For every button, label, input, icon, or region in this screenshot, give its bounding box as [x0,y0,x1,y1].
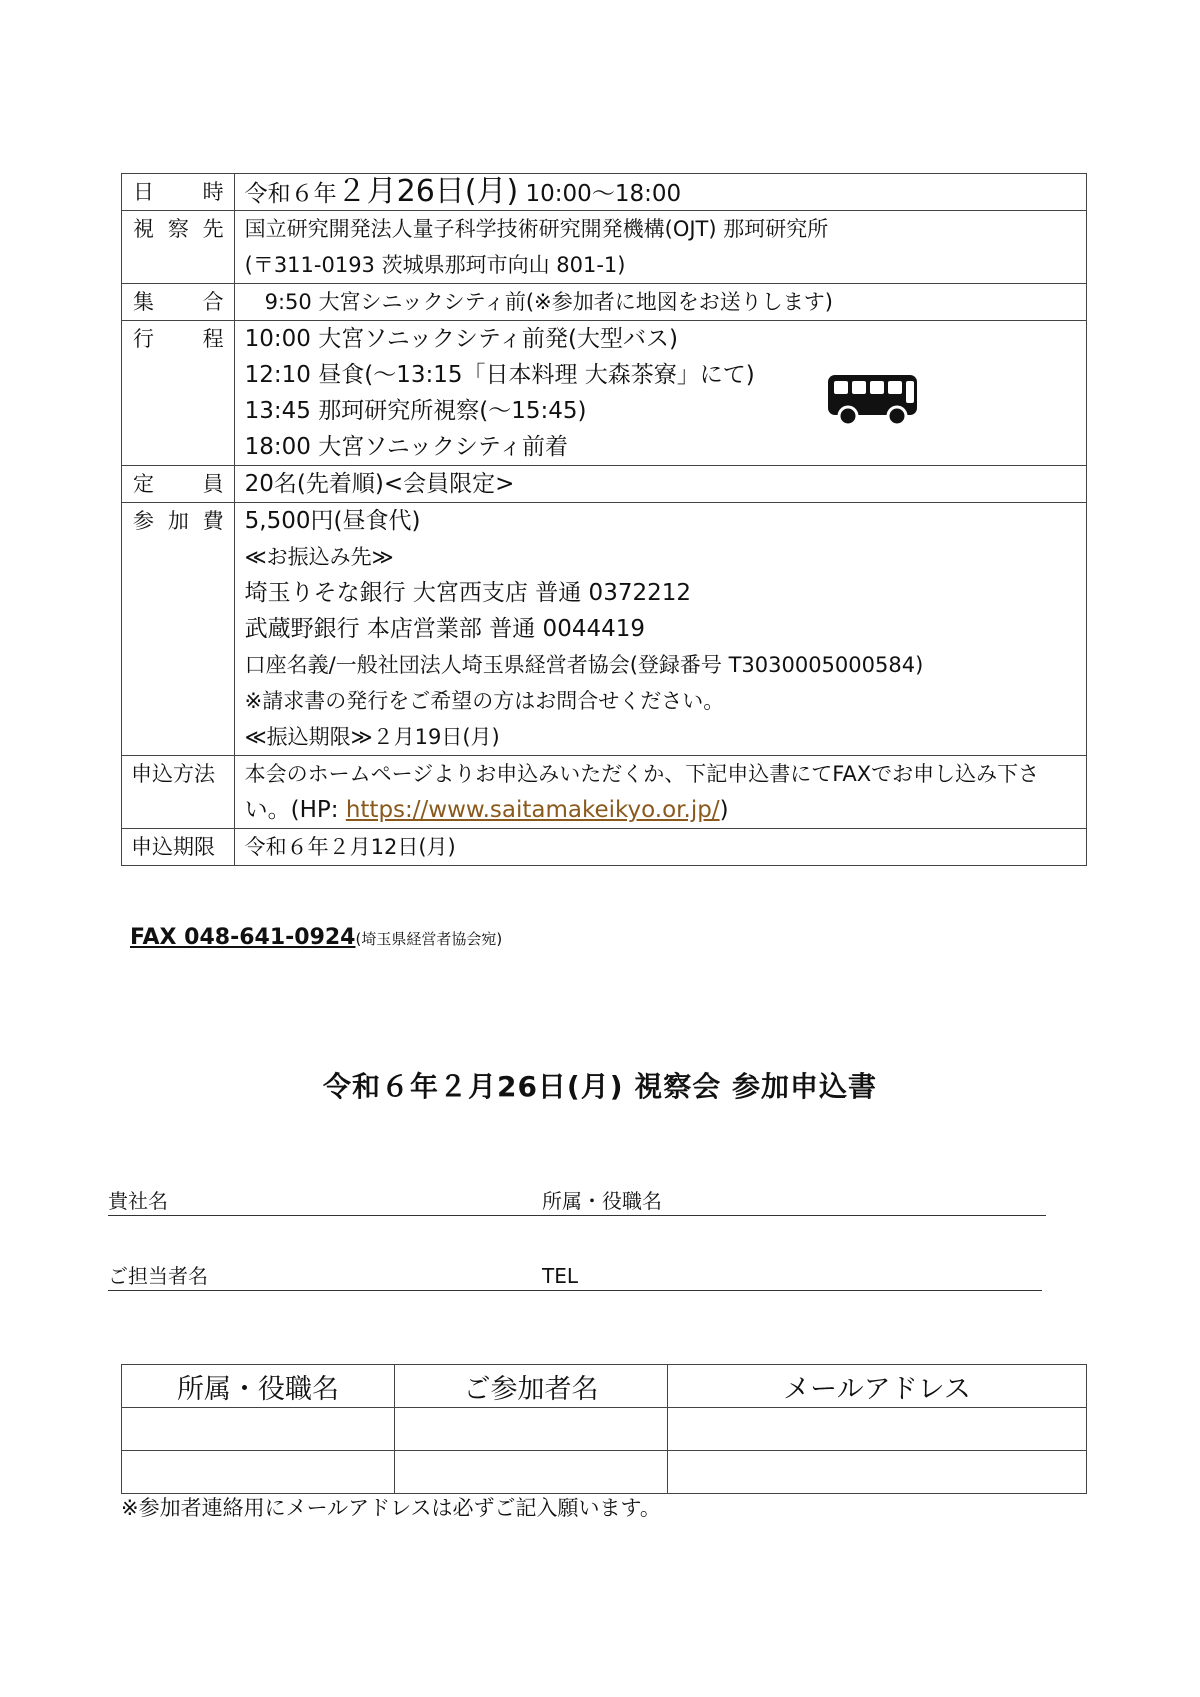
itinerary-item: 10:00 大宮ソニックシティ前発(大型バス) [244,326,678,352]
form-title: 令和６年２月26日(月) 視察会 参加申込書 [322,1070,878,1103]
dept-label: 所属・役職名 [542,1189,662,1213]
fee-line: 武蔵野銀行 本店営業部 普通 0044419 [244,616,645,642]
meet-label: 集 合 [133,290,224,314]
email-note: ※参加者連絡用にメールアドレスは必ずご記入願います。 [121,1496,661,1520]
company-field[interactable] [108,1187,542,1216]
meet-value: 9:50 大宮シニックシティ前(※参加者に地図をお送りします) [264,290,833,314]
row-site [122,211,1087,284]
fee-line: 埼玉りそな銀行 大宮西支店 普通 0372212 [244,580,691,606]
deadline-label: 申込期限 [131,835,215,859]
tel-label: TEL [542,1264,578,1288]
fax-number: FAX 048-641-0924 [130,925,356,950]
fee-line: ≪振込期限≫２月19日(月) [244,725,500,749]
itinerary-item: 12:10 昼食(〜13:15「日本料理 大森茶寮」にて) [244,362,755,388]
tel-field[interactable] [542,1262,1042,1291]
row-deadline [122,829,1087,866]
dept-field[interactable] [542,1187,1046,1216]
header-dept: 所属・役職名 [122,1365,395,1408]
capacity-value: 20名(先着順)<会員限定> [244,471,515,497]
row-fee [122,503,1087,756]
event-info-table [121,173,1087,866]
itinerary-label: 行 程 [133,327,224,351]
participant-row [122,1408,1087,1451]
method-line: 本会のホームページよりお申込みいただくか、下記申込書にてFAXでお申し込み下さ [244,762,1040,786]
fee-label: 参 加 費 [133,509,224,533]
bus-icon [827,374,918,426]
fee-amount: 5,500円(昼食代) [244,508,421,534]
site-label: 視 察 先 [133,217,224,241]
method-line: い。(HP: https://www.saitamakeikyo.or.jp/) [244,797,729,823]
row-date [122,174,1087,211]
capacity-label: 定 員 [133,472,224,496]
fax-line [130,925,502,950]
site-address: (〒311-0193 茨城県那珂市向山 801-1) [244,253,626,277]
row-itinerary [122,321,1087,466]
participants-header [122,1365,1087,1408]
cell-email[interactable] [668,1408,1087,1451]
fee-line: ※請求書の発行をご希望の方はお問合せください。 [244,689,725,713]
itinerary-item: 13:45 那珂研究所視察(〜15:45) [244,398,587,424]
row-capacity [122,466,1087,503]
method-label: 申込方法 [131,762,215,786]
company-label: 貴社名 [108,1189,168,1213]
cell-name[interactable] [395,1451,668,1494]
contact-label: ご担当者名 [108,1264,208,1288]
cell-dept[interactable] [122,1451,395,1494]
cell-email[interactable] [668,1451,1087,1494]
fee-line: ≪お振込み先≫ [244,545,394,569]
row-method [122,756,1087,829]
itinerary-item: 18:00 大宮ソニックシティ前着 [244,434,568,460]
fax-recipient: (埼玉県経営者協会宛) [355,930,503,948]
contact-field[interactable] [108,1262,542,1291]
cell-dept[interactable] [122,1408,395,1451]
date-label: 日 時 [133,180,224,204]
fee-line: 口座名義/一般社団法人埼玉県経営者協会(登録番号 T3030005000584) [244,653,924,677]
header-email: メールアドレス [668,1365,1087,1408]
header-name: ご参加者名 [395,1365,668,1408]
row-meet [122,284,1087,321]
homepage-link[interactable]: https://www.saitamakeikyo.or.jp/ [345,797,720,823]
date-value: 令和６年２月26日(月) 10:00〜18:00 [244,174,682,209]
site-name: 国立研究開発法人量子科学技術研究開発機構(OJT) 那珂研究所 [244,217,829,241]
participants-table [121,1364,1087,1494]
participant-row [122,1451,1087,1494]
deadline-value: 令和６年２月12日(月) [244,835,456,859]
cell-name[interactable] [395,1408,668,1451]
